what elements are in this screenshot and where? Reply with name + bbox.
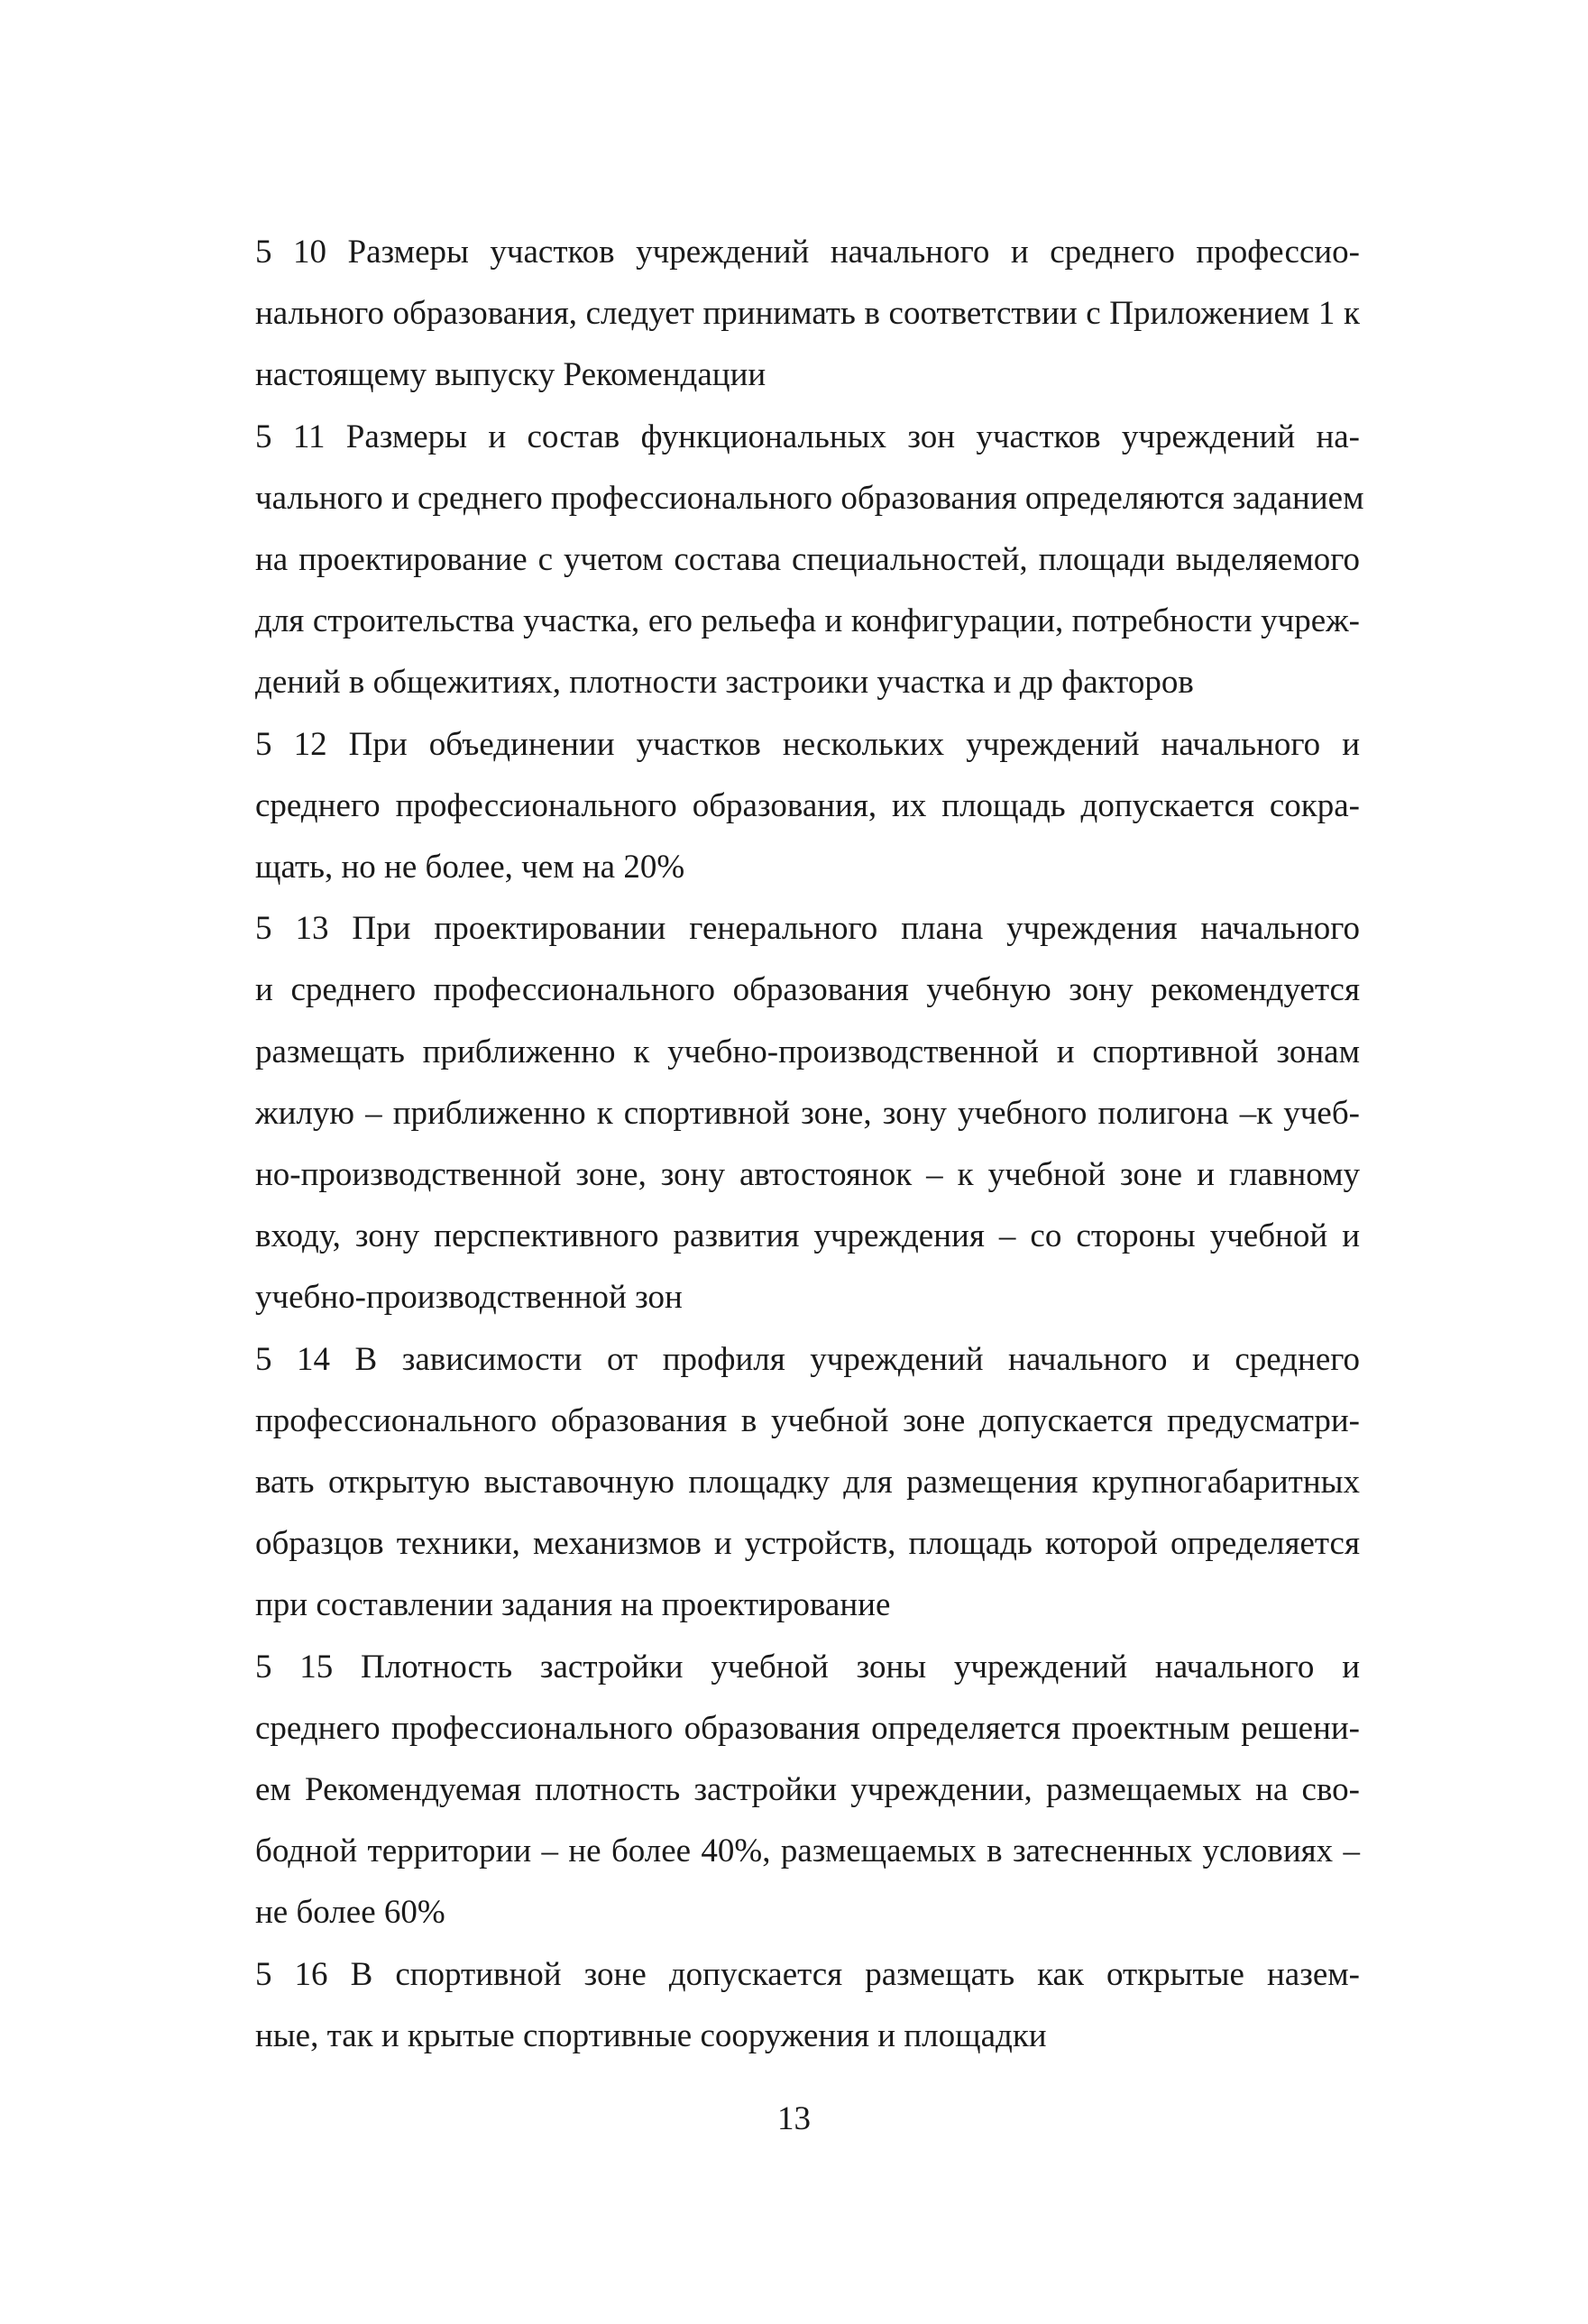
text-line: образцов техники, механизмов и устройств, площадь которой определяется bbox=[255, 1525, 1360, 1563]
text-line: 5 12 При объединении участков нескольких учреждений начального и bbox=[255, 725, 1360, 763]
text-line: среднего профессионального образования определяется проектным решени- bbox=[255, 1709, 1360, 1747]
text-line: чального и среднего профессионального образования определяются заданием bbox=[255, 479, 1364, 517]
text-line: для строительства участка, его рельефа и конфигурации, потребности учреж- bbox=[255, 602, 1360, 640]
text-line: настоящему выпуску Рекомендации bbox=[255, 356, 766, 394]
page-number: 13 bbox=[777, 2100, 811, 2137]
text-line: входу, зону перспективного развития учреждения – со стороны учебной и bbox=[255, 1217, 1360, 1255]
text-line: 5 13 При проектировании генерального плана учреждения начального bbox=[255, 910, 1360, 948]
text-line: вать открытую выставочную площадку для размещения крупногабаритных bbox=[255, 1464, 1360, 1502]
text-line: ем Рекомендуемая плотность застройки учреждении, размещаемых на сво- bbox=[255, 1771, 1360, 1809]
text-line: щать, но не более, чем на 20% bbox=[255, 849, 685, 886]
paragraph-clause bbox=[171, 1329, 1360, 1637]
text-line: размещать приближенно к учебно-производственной и спортивной зонам bbox=[255, 1033, 1360, 1070]
text-line: бодной территории – не более 40%, размещаемых в затесненных условиях – bbox=[255, 1833, 1360, 1870]
text-line: 5 16 В спортивной зоне допускается размещать как открытые назем- bbox=[255, 1955, 1360, 1993]
paragraph-clause bbox=[171, 1637, 1360, 1944]
text-line: 5 14 В зависимости от профиля учреждений начального и среднего bbox=[255, 1340, 1360, 1378]
text-line: не более 60% bbox=[255, 1894, 445, 1932]
text-line: на проектирование с учетом состава специальностей, площади выделяемого bbox=[255, 541, 1360, 579]
text-line: нального образования, следует принимать в соответствии с Приложением 1 к bbox=[255, 295, 1360, 333]
paragraph-clause bbox=[171, 898, 1360, 1328]
text-line: ные, так и крытые спортивные сооружения и площадки bbox=[255, 2016, 1047, 2054]
text-line: дений в общежитиях, плотности застроики участка и др факторов bbox=[255, 664, 1194, 702]
text-line: но-производственной зоне, зону автостоянок – к учебной зоне и главному bbox=[255, 1156, 1360, 1194]
text-line: 5 11 Размеры и состав функциональных зон участков учреждений на- bbox=[255, 418, 1360, 455]
text-line: среднего профессионального образования, их площадь допускается сокра- bbox=[255, 786, 1360, 824]
paragraph-clause bbox=[171, 407, 1364, 714]
paragraph-clause bbox=[171, 222, 1360, 407]
paragraph-clause bbox=[171, 1944, 1360, 2067]
text-line: 5 10 Размеры участков учреждений начального и среднего профессио- bbox=[255, 234, 1360, 271]
text-line: профессионального образования в учебной зоне допускается предусматри- bbox=[255, 1401, 1360, 1439]
document-body bbox=[171, 222, 1364, 2067]
paragraph-clause bbox=[171, 714, 1360, 899]
text-line: учебно-производственной зон bbox=[255, 1279, 683, 1317]
text-line: и среднего профессионального образования учебную зону рекомендуется bbox=[255, 971, 1360, 1009]
text-line: 5 15 Плотность застройки учебной зоны учреждений начального и bbox=[255, 1648, 1360, 1686]
text-line: при составлении задания на проектирование bbox=[255, 1586, 891, 1624]
text-line: жилую – приближенно к спортивной зоне, зону учебного полигона –к учеб- bbox=[255, 1094, 1360, 1132]
